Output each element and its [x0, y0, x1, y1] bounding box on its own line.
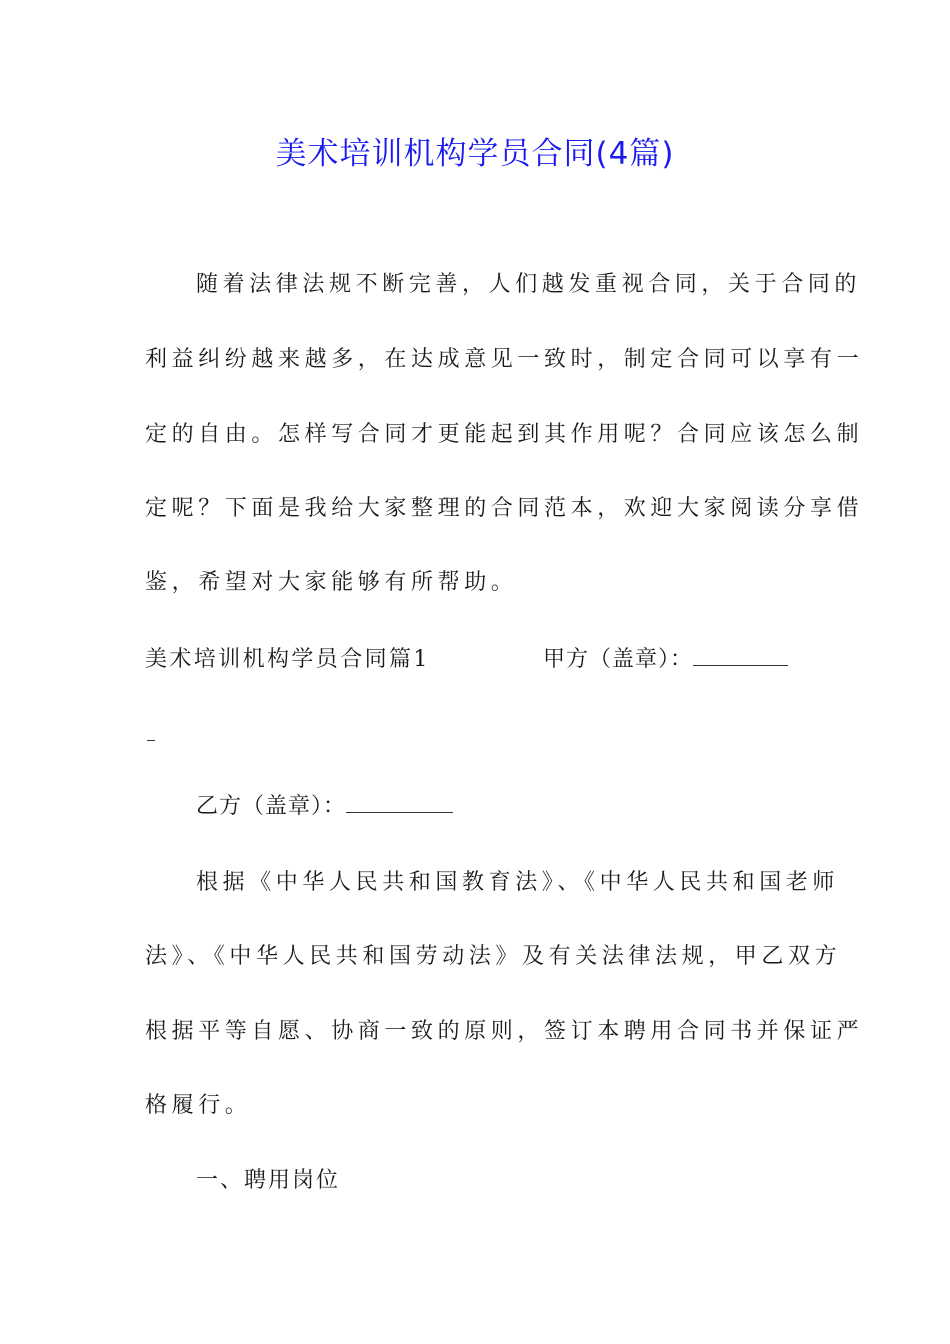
section-heading: 美术培训机构学员合同篇1 — [145, 647, 430, 672]
party-a-label: 甲方（盖章）： — [543, 647, 694, 672]
party-b-label: 乙方（盖章）： — [196, 794, 347, 819]
basis-line-2: 法》、《中华人民共和国劳动法》及有关法律法规，甲乙双方 — [145, 944, 842, 969]
basis-line-4: 格履行。 — [145, 1093, 252, 1118]
intro-line-4: 定呢？下面是我给大家整理的合同范本，欢迎大家阅读分享借 — [145, 496, 864, 521]
party-a-blank-continuation — [147, 740, 155, 741]
party-b-field — [196, 792, 453, 822]
intro-line-3: 定的自由。怎样写合同才更能起到其作用呢？合同应该怎么制 — [145, 422, 864, 447]
intro-line-2: 利益纠纷越来越多，在达成意见一致时，制定合同可以享有一 — [145, 347, 864, 372]
intro-line-5: 鉴，希望对大家能够有所帮助。 — [145, 570, 518, 595]
document-title: 美术培训机构学员合同(4篇) — [275, 136, 675, 172]
party-b-blank — [346, 794, 453, 813]
party-a-blank — [693, 647, 788, 666]
party-a-field — [543, 645, 788, 675]
intro-line-1: 随着法律法规不断完善，人们越发重视合同，关于合同的 — [196, 272, 862, 297]
clause-one-heading: 一、聘用岗位 — [196, 1168, 341, 1193]
basis-line-1: 根据《中华人民共和国教育法》、《中华人民共和国老师 — [196, 870, 840, 895]
basis-line-3: 根据平等自愿、协商一致的原则，签订本聘用合同书并保证严 — [145, 1019, 864, 1044]
